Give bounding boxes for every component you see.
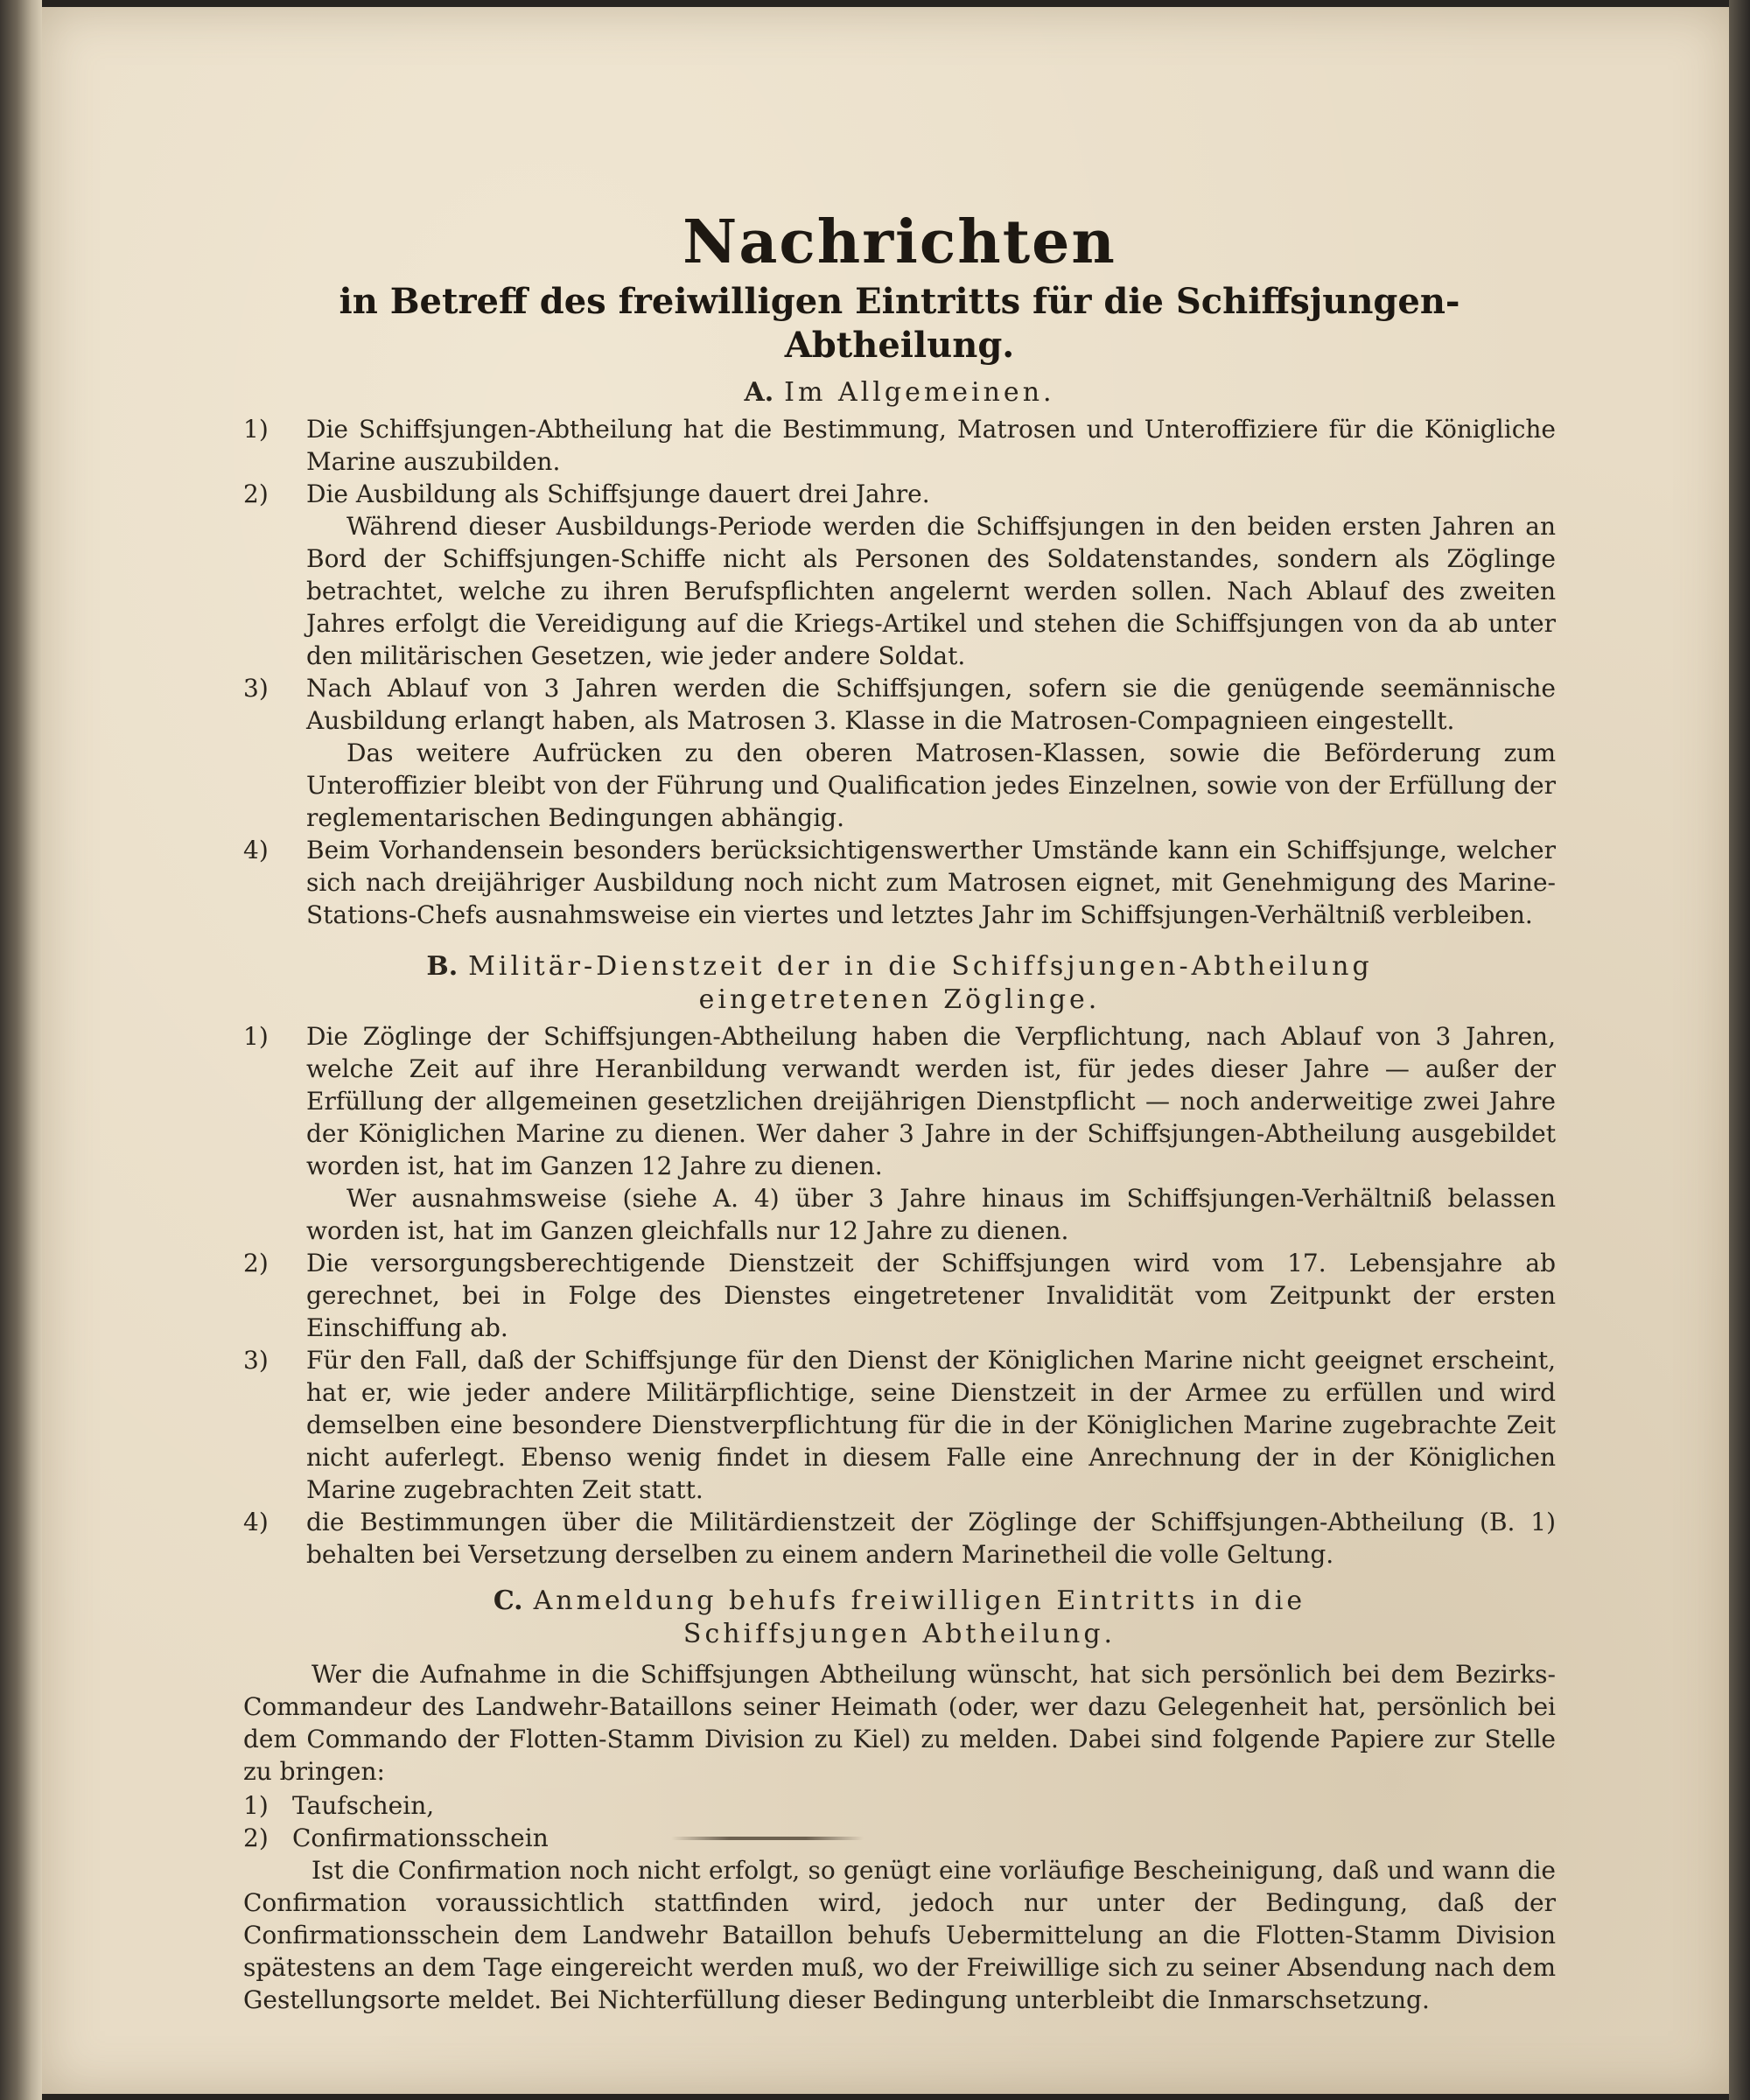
list-item-label: Confirmationsschein xyxy=(292,1824,549,1852)
document-page xyxy=(42,7,1731,2094)
section-a-item-2 xyxy=(243,478,1556,672)
book-cover-edge xyxy=(1729,0,1750,2100)
list-item xyxy=(243,1822,1556,1854)
section-a-item-3 xyxy=(243,672,1556,834)
section-b-title-line1: Militär-Dienstzeit der in die Schiffsjungen-Abtheilung xyxy=(468,951,1373,982)
item-text xyxy=(306,1344,1556,1506)
item-paragraph: Die Ausbildung als Schiffsjunge dauert drei Jahre. xyxy=(306,480,930,508)
section-a-title: Im Allgemeinen. xyxy=(784,377,1055,408)
item-number: 3) xyxy=(243,1346,269,1375)
list-item-number: 1) xyxy=(243,1791,269,1820)
list-item-number: 2) xyxy=(243,1824,269,1852)
list-item xyxy=(243,1789,1556,1822)
section-b-letter: B. xyxy=(426,951,458,982)
item-paragraph: Nach Ablauf von 3 Jahren werden die Schiffsjungen, sofern sie die genügende seemännische Ausbildung erlangt haben, als Matrosen 3. Klasse in die Matrosen-Compagnieen eingestellt. xyxy=(306,674,1556,735)
section-c-intro: Wer die Aufnahme in die Schiffsjungen Abtheilung wünscht, hat sich persönlich bei dem Bezirks-Commandeur des Landwehr-Bataillons seiner Heimath (oder, wer dazu Gelegenheit hat, persönlich bei dem Commando der Flotten-Stamm Division zu Kiel) zu melden. Dabei sind folgende Papiere zur Stelle zu bringen: xyxy=(243,1660,1556,1786)
item-paragraph: Für den Fall, daß der Schiffsjunge für den Dienst der Königlichen Marine nicht geeignet erscheint, hat er, wie jeder andere Militärpflichtige, seine Dienstzeit in der Armee zu erfüllen und wird demselben eine besondere Dienstverpflichtung für die in der Königlichen Marine zugebrachte Zeit nicht auferlegt. Ebenso wenig findet in diesem Falle eine Anrechnung der in der Königlichen Marine zugebrachten Zeit statt. xyxy=(306,1346,1556,1504)
facing-page-edge xyxy=(0,0,42,2100)
item-paragraph: Während dieser Ausbildungs-Periode werden die Schiffsjungen in den beiden ersten Jahren an Bord der Schiffsjungen-Schiffe nicht als Personen des Soldatenstandes, sondern als Zöglinge betrachtet, welche zu ihren Berufspflichten angelernt werden sollen. Nach Ablauf des zweiten Jahres erfolgt die Vereidigung auf die Kriegs-Artikel und stehen die Schiffsjungen von da ab unter den militärischen Gesetzen, wie jeder andere Soldat. xyxy=(306,512,1556,670)
section-b-title-line2: eingetretenen Zöglinge. xyxy=(698,984,1101,1015)
list-item-label: Taufschein, xyxy=(292,1791,435,1820)
item-text xyxy=(306,1247,1556,1344)
section-a-item-4 xyxy=(243,834,1556,931)
section-b-item-2 xyxy=(243,1247,1556,1344)
section-c-letter: C. xyxy=(493,1586,523,1616)
item-text xyxy=(306,672,1556,834)
section-b-item-4 xyxy=(243,1506,1556,1571)
section-a-item-1 xyxy=(243,413,1556,478)
item-text xyxy=(306,1506,1556,1571)
section-c-heading xyxy=(243,1585,1556,1651)
section-a-letter: A. xyxy=(744,377,774,408)
item-number: 2) xyxy=(243,1249,269,1278)
item-text xyxy=(306,413,1556,478)
item-paragraph: Die versorgungsberechtigende Dienstzeit der Schiffsjungen wird vom 17. Lebensjahre ab gerechnet, bei in Folge des Dienstes eingetretener Invalidität vom Zeitpunkt der ersten Einschiffung ab. xyxy=(306,1249,1556,1342)
item-paragraph: Die Schiffsjungen-Abtheilung hat die Bestimmung, Matrosen und Unteroffiziere für die Königliche Marine auszubilden. xyxy=(306,415,1556,476)
item-number: 2) xyxy=(243,480,269,508)
document-content xyxy=(243,208,1556,2016)
item-number: 4) xyxy=(243,1508,269,1536)
item-number: 4) xyxy=(243,836,269,864)
item-paragraph: die Bestimmungen über die Militärdienstzeit der Zöglinge der Schiffsjungen-Abtheilung (B. 1) behalten bei Versetzung derselben zu einem andern Marinetheil die volle Geltung. xyxy=(306,1508,1556,1569)
item-number: 1) xyxy=(243,1022,269,1051)
item-number: 1) xyxy=(243,415,269,444)
item-paragraph: Beim Vorhandensein besonders berücksichtigenswerther Umstände kann ein Schiffsjunge, welcher sich nach dreijähriger Ausbildung noch nicht zum Matrosen eignet, mit Genehmigung des Marine-Stations-Chefs ausnahmsweise ein viertes und letztes Jahr im Schiffsjungen-Verhältniß verbleiben. xyxy=(306,836,1556,929)
item-text xyxy=(306,1020,1556,1247)
item-text xyxy=(306,834,1556,931)
item-text xyxy=(306,478,1556,672)
section-b-item-1 xyxy=(243,1020,1556,1247)
item-number: 3) xyxy=(243,674,269,703)
section-a-heading xyxy=(243,376,1556,410)
item-paragraph: Das weitere Aufrücken zu den oberen Matrosen-Klassen, sowie die Beförderung zum Unteroffizier bleibt von der Führung und Qualification jedes Einzelnen, sowie von der Erfüllung der reglementarischen Bedingungen abhängig. xyxy=(306,738,1556,832)
item-paragraph: Die Zöglinge der Schiffsjungen-Abtheilung haben die Verpflichtung, nach Ablauf von 3 Jahren, welche Zeit auf ihre Heranbildung verwandt werden ist, für jedes dieser Jahre — außer der Erfüllung der allgemeinen gesetzlichen dreijährigen Dienstpflicht — noch anderweitige zwei Jahre der Königlichen Marine zu dienen. Wer daher 3 Jahre in der Schiffsjungen-Abtheilung ausgebildet worden ist, hat im Ganzen 12 Jahre zu dienen. xyxy=(306,1022,1556,1180)
page-title: Nachrichten xyxy=(682,207,1116,277)
item-paragraph: Wer ausnahmsweise (siehe A. 4) über 3 Jahre hinaus im Schiffsjungen-Verhältniß belassen worden ist, hat im Ganzen gleichfalls nur 12 Jahre zu dienen. xyxy=(306,1184,1556,1245)
section-b-item-3 xyxy=(243,1344,1556,1506)
page-subtitle: in Betreff des freiwilligen Eintritts für die Schiffsjungen-Abtheilung. xyxy=(339,281,1460,366)
section-c-title-line1: Anmeldung behufs freiwilligen Eintritts in die xyxy=(533,1586,1306,1616)
confirmation-note: Ist die Confirmation noch nicht erfolgt, so genügt eine vorläufige Bescheinigung, daß und wann die Confirmation voraussichtlich stattfinden wird, jedoch nur unter der Bedingung, daß der Confirmationsschein dem Landwehr Bataillon behufs Uebermittelung an die Flotten-Stamm Division spätestens an dem Tage eingereicht werden muß, wo der Freiwillige sich zu seiner Absendung nach dem Gestellungsorte meldet. Bei Nichterfüllung dieser Bedingung unterbleibt die Inmarschsetzung. xyxy=(243,1856,1556,2014)
ornament-divider xyxy=(671,1837,864,1840)
section-c-title-line2: Schiffsjungen Abtheilung. xyxy=(682,1619,1116,1649)
required-papers-list xyxy=(243,1789,1556,1854)
section-b-heading xyxy=(243,950,1556,1017)
